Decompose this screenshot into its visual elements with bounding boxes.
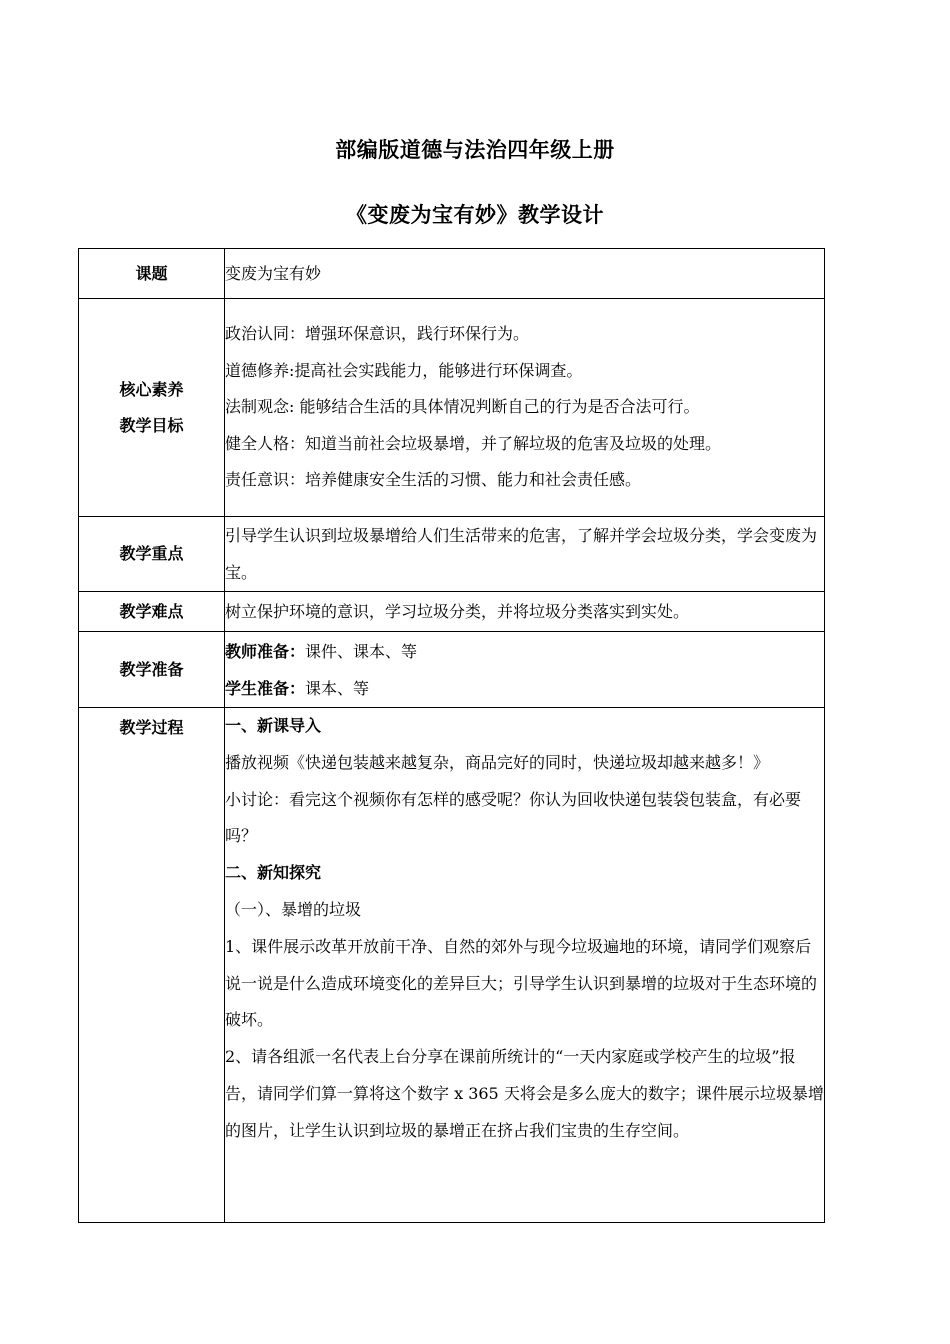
process-step-2: 2、请各组派一名代表上台分享在课前所统计的“一天内家庭或学校产生的垃圾”报告，请同学们算一算将这个数字 x 365 天将会是多么庞大的数字；课件展示垃圾暴增的图片，让学生认识到垃圾的暴增正在挤占我们宝贵的生存空间。	[225, 1047, 824, 1140]
process-row	[79, 708, 825, 1223]
key-points-label: 教学重点	[79, 517, 225, 592]
goal-personality: 健全人格：知道当前社会垃圾暴增，并了解垃圾的危害及垃圾的处理。	[225, 433, 722, 453]
process-content	[225, 708, 825, 1223]
teacher-preparation-value: 课件、课本、等	[305, 641, 418, 661]
section-intro-heading: 一、新课导入	[225, 716, 322, 735]
student-preparation	[225, 670, 824, 707]
section-intro-discussion: 小讨论：看完这个视频你有怎样的感受呢？你认为回收快递包装袋包装盒，有必要吗？	[225, 789, 802, 846]
preparation-label: 教学准备	[79, 632, 225, 708]
subsection-garbage-heading: （一）、暴增的垃圾	[225, 899, 362, 919]
topic-row	[79, 249, 825, 299]
goals-label-line1: 核心素养	[119, 379, 184, 399]
topic-value: 变废为宝有妙	[225, 249, 825, 299]
preparation-content	[225, 632, 825, 708]
goal-moral: 道德修养:提高社会实践能力，能够进行环保调查。	[225, 360, 583, 380]
preparation-row	[79, 632, 825, 708]
process-label: 教学过程	[79, 708, 225, 1223]
goals-label	[79, 299, 225, 517]
key-points-text: 引导学生认识到垃圾暴增给人们生活带来的危害，了解并学会垃圾分类，学会变废为宝。	[225, 517, 825, 592]
goal-responsibility: 责任意识：培养健康安全生活的习惯、能力和社会责任感。	[225, 470, 642, 490]
difficulties-label: 教学难点	[79, 592, 225, 632]
difficulties-row	[79, 592, 825, 632]
document-subtitle: 《变废为宝有妙》教学设计	[346, 203, 604, 227]
goal-political: 政治认同：增强环保意识，践行环保行为。	[225, 324, 530, 344]
goals-content	[225, 299, 825, 517]
section-explore-heading: 二、新知探究	[225, 863, 322, 883]
student-preparation-label: 学生准备：	[225, 678, 306, 698]
topic-label: 课题	[79, 249, 225, 299]
key-points-row	[79, 517, 825, 592]
difficulties-text: 树立保护环境的意识，学习垃圾分类，并将垃圾分类落实到实处。	[225, 592, 825, 632]
lesson-plan-table	[78, 248, 825, 1223]
goals-label-line2: 教学目标	[119, 415, 184, 435]
student-preparation-value: 课本、等	[305, 678, 370, 698]
teacher-preparation-label: 教师准备：	[225, 641, 306, 661]
goals-row	[79, 299, 825, 517]
section-intro-video: 播放视频《快递包装越来越复杂，商品完好的同时，快递垃圾却越来越多！》	[225, 752, 770, 772]
goal-legal: 法制观念: 能够结合生活的具体情况判断自己的行为是否合法可行。	[225, 397, 700, 417]
process-step-1: 1、课件展示改革开放前干净、自然的郊外与现今垃圾遍地的环境，请同学们观察后说一说是什么造成环境变化的差异巨大；引导学生认识到暴增的垃圾对于生态环境的破坏。	[225, 936, 818, 1030]
teacher-preparation	[225, 633, 824, 670]
document-title: 部编版道德与法治四年级上册	[335, 138, 615, 162]
